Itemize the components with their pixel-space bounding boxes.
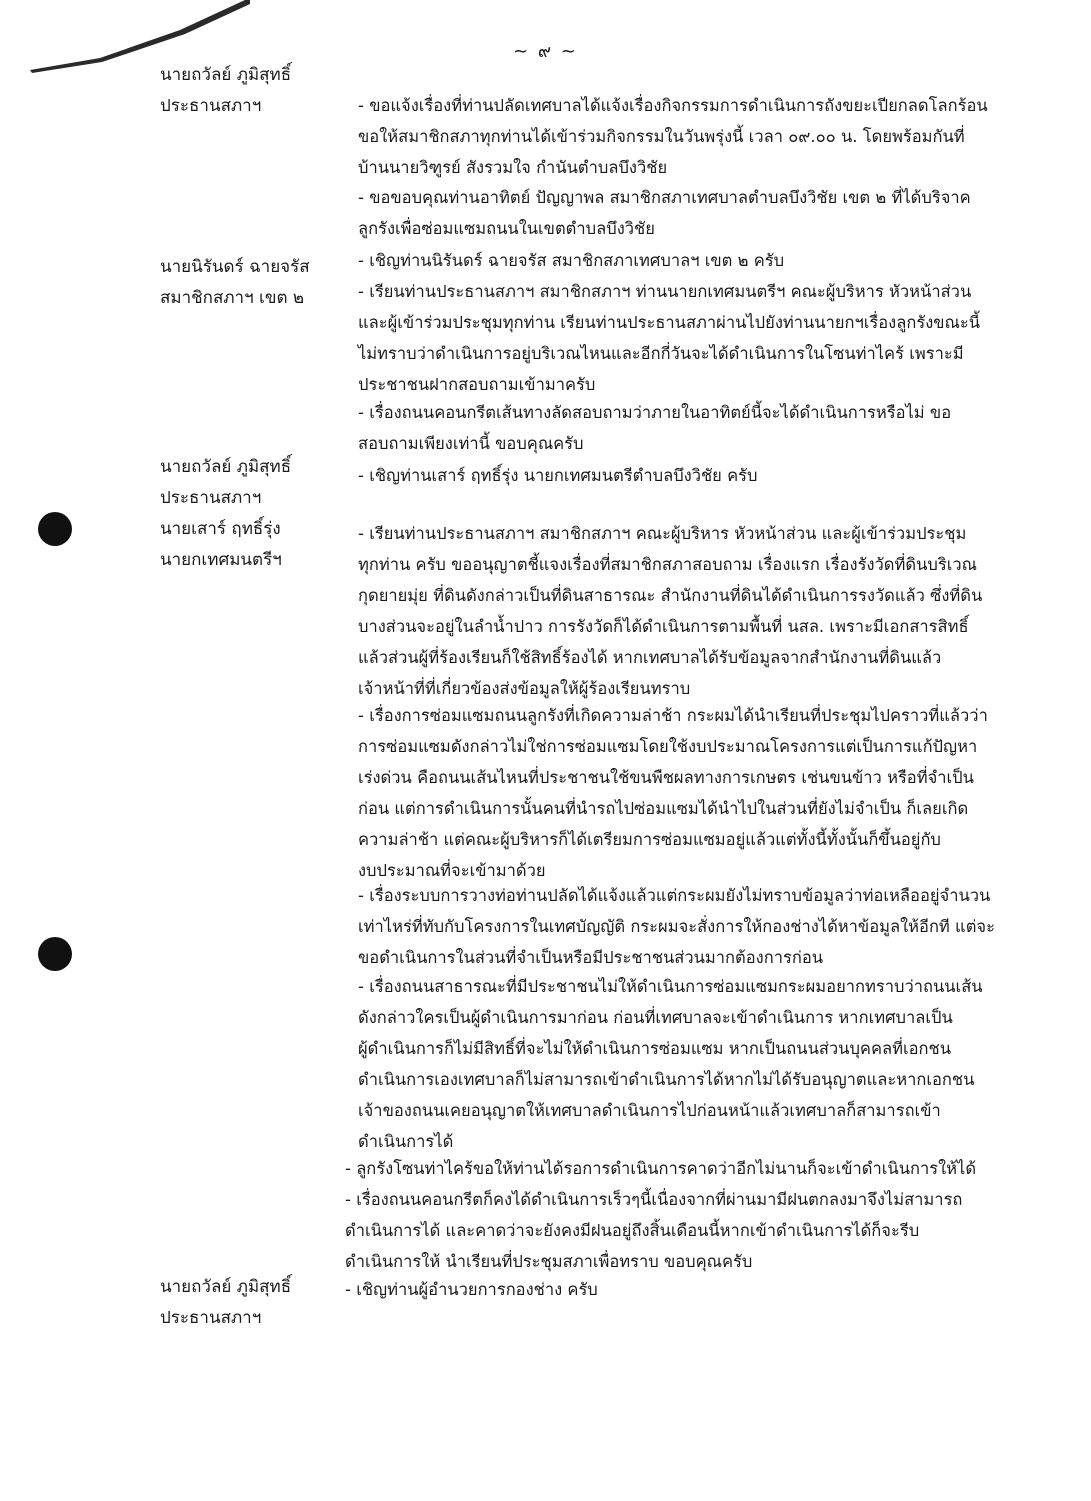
paragraph [358,276,1026,400]
text-line: - เรื่องถนนคอนกรีตก็คงได้ดำเนินการเร็วๆนี้เนื่องจากที่ผ่านมามีฝนตกลงมาจึงไม่สามารถ [345,1190,963,1209]
text-line: สอบถามเพียงเท่านี้ ขอบคุณครับ [358,434,584,453]
text-line: ประชาชนฝากสอบถามเข้ามาครับ [358,375,596,394]
text-line: และผู้เข้าร่วมประชุมทุกท่าน เรียนท่านประธานสภาผ่านไปยังท่านนายกฯเรื่องลูกรังขณะนี้ [358,313,980,332]
paragraph [358,971,1026,1157]
text-line: ดำเนินการให้ นำเรียนที่ประชุมสภาเพื่อทราบ ขอบคุณครับ [345,1252,753,1271]
paragraph [358,182,1026,244]
text-line: ไม่ทราบว่าดำเนินการอยู่บริเวณไหนและอีกกี่วันจะได้ดำเนินการในโซนท่าไคร้ เพราะมี [358,344,964,363]
speaker-role: นายกเทศมนตรีฯ [160,550,282,570]
text-line: ขอดำเนินการในส่วนที่จำเป็นหรือมีประชาชนส่วนมากต้องการก่อน [358,948,824,967]
text-line: - เชิญท่านเสาร์ ฤทธิ์รุ่ง นายกเทศมนตรีตำบลบึงวิชัย ครับ [358,466,758,485]
text-line: งบประมาณที่จะเข้ามาด้วย [358,861,546,880]
punch-hole-top [38,512,72,546]
paragraph [358,880,1026,973]
paragraph [358,245,1026,276]
paragraph [358,460,1026,491]
text-line: บางส่วนจะอยู่ในลำน้ำปาว การรังวัดก็ได้ดำเนินการตามพื้นที่ นสล. เพราะมีเอกสารสิทธิ์ [358,617,969,636]
speaker-label [160,1272,340,1334]
speaker-label [160,514,340,576]
text-line: - ขอแจ้งเรื่องที่ท่านปลัดเทศบาลได้แจ้งเรื่องกิจกรรมการดำเนินการถังขยะเปียกลดโลกร้อน [358,96,988,115]
text-line: เท่าไหร่ที่ทับกับโครงการในเทศบัญญัติ กระผมจะสั่งการให้กองช่างได้หาข้อมูลให้อีกที แต่จะ [358,917,995,936]
text-line: กุดยายมุ่ย ที่ดินดังกล่าวเป็นที่ดินสาธารณะ สำนักงานที่ดินได้ดำเนินการรงวัดแล้ว ซึ่งที่ดิน [358,586,983,605]
paragraph [345,1153,1013,1184]
text-line: ขอให้สมาชิกสภาทุกท่านได้เข้าร่วมกิจกรรมในวันพรุ่งนี้ เวลา ๐๙.๐๐ น. โดยพร้อมกันที่ [358,127,965,146]
speaker-label [160,452,340,514]
speaker-role: ประธานสภาฯ [160,1308,262,1328]
paragraph [345,1274,1013,1305]
text-line: - เรื่องถนนคอนกรีตเส้นทางลัดสอบถามว่าภายในอาทิตย์นี้จะได้ดำเนินการหรือไม่ ขอ [358,403,952,422]
text-line: ดำเนินการเองเทศบาลก็ไม่สามารถเข้าดำเนินการได้หากไม่ได้รับอนุญาตและหากเอกชน [358,1070,975,1089]
speaker-name: นายถวัลย์ ภูมิสุทธิ์ [160,1277,292,1297]
paragraph [358,90,1026,183]
text-line: เร่งด่วน คือถนนเส้นไหนที่ประชาชนใช้ขนพืชผลทางการเกษตร เช่นขนข้าว หรือที่จำเป็น [358,768,974,787]
speaker-role: ประธานสภาฯ [160,96,262,116]
speaker-label [160,60,340,122]
text-line: - เชิญท่านนิรันดร์ ฉายจรัส สมาชิกสภาเทศบาลฯ เขต ๒ ครับ [358,251,785,270]
text-line: บ้านนายวิฑูรย์ สังรวมใจ กำนันตำบลบึงวิชัย [358,158,668,177]
text-line: - เรื่องระบบการวางท่อท่านปลัดได้แจ้งแล้วแต่กระผมยังไม่ทราบข้อมูลว่าท่อเหลืออยู่จำนวน [358,886,991,905]
text-line: - เรื่องการซ่อมแซมถนนลูกรังที่เกิดความล่าช้า กระผมได้นำเรียนที่ประชุมไปคราวที่แล้วว่า [358,706,988,725]
speaker-label [160,252,340,314]
text-line: แล้วส่วนผู้ที่ร้องเรียนก็ใช้สิทธิ์ร้องได้ หากเทศบาลได้รับข้อมูลจากสำนักงานที่ดินแล้ว [358,648,942,667]
paragraph [345,1184,1013,1277]
text-line: ก่อน แต่การดำเนินการนั้นคนที่นำรถไปซ่อมแซมได้นำไปในส่วนที่ยังไม่จำเป็น ก็เลยเกิด [358,799,969,818]
text-line: การซ่อมแซมดังกล่าวไม่ใช่การซ่อมแซมโดยใช้งบประมาณโครงการแต่เป็นการแก้ปัญหา [358,737,978,756]
punch-hole-bottom [38,937,72,971]
speaker-name: นายถวัลย์ ภูมิสุทธิ์ [160,65,292,85]
speaker-name: นายเสาร์ ฤทธิ์รุ่ง [160,519,281,539]
speaker-name: นายนิรันดร์ ฉายจรัส [160,257,310,277]
paragraph [358,700,1026,886]
page-number: ~ ๙ ~ [513,41,578,62]
paragraph [358,518,1026,704]
text-line: ทุกท่าน ครับ ขออนุญาตชี้แจงเรื่องที่สมาชิกสภาสอบถาม เรื่องแรก เรื่องรังวัดที่ดินบริเวณ [358,555,977,574]
text-line: ดำเนินการได้ [358,1132,454,1151]
text-line: - เรียนท่านประธานสภาฯ สมาชิกสภาฯ คณะผู้บริหาร หัวหน้าส่วน และผู้เข้าร่วมประชุม [358,524,967,543]
speaker-name: นายถวัลย์ ภูมิสุทธิ์ [160,457,292,477]
text-line: ความล่าช้า แต่คณะผู้บริหารก็ได้เตรียมการซ่อมแซมอยู่แล้วแต่ทั้งนี้ทั้งนั้นก็ขึ้นอยู่กับ [358,830,941,849]
text-line: เจ้าของถนนเคยอนุญาตให้เทศบาลดำเนินการไปก่อนหน้าแล้วเทศบาลก็สามารถเข้า [358,1101,941,1120]
text-line: - ลูกรังโซนท่าไคร้ขอให้ท่านได้รอการดำเนินการคาดว่าอีกไม่นานก็จะเข้าดำเนินการให้ได้ [345,1159,977,1178]
text-line: ดังกล่าวใครเป็นผู้ดำเนินการมาก่อน ก่อนที่เทศบาลจะเข้าดำเนินการ หากเทศบาลเป็น [358,1008,953,1027]
speaker-role: สมาชิกสภาฯ เขต ๒ [160,288,305,308]
text-line: ลูกรังเพื่อซ่อมแซมถนนในเขตตำบลบึงวิชัย [358,219,655,238]
text-line: - เรื่องถนนสาธารณะที่มีประชาชนไม่ให้ดำเนินการซ่อมแซมกระผมอยากทราบว่าถนนเส้น [358,977,983,996]
text-line: - เรียนท่านประธานสภาฯ สมาชิกสภาฯ ท่านนายกเทศมนตรีฯ คณะผู้บริหาร หัวหน้าส่วน [358,282,972,301]
paragraph [358,397,1026,459]
text-line: ดำเนินการได้ และคาดว่าจะยังคงมีฝนอยู่ถึงสิ้นเดือนนี้หากเข้าดำเนินการได้ก็จะรีบ [345,1221,920,1240]
text-line: เจ้าหน้าที่ที่เกี่ยวข้องส่งข้อมูลให้ผู้ร้องเรียนทราบ [358,679,691,698]
text-line: - เชิญท่านผู้อำนวยการกองช่าง ครับ [345,1280,598,1299]
speaker-role: ประธานสภาฯ [160,488,262,508]
text-line: ผู้ดำเนินการก็ไม่มีสิทธิ์ที่จะไม่ให้ดำเนินการซ่อมแซม หากเป็นถนนส่วนบุคคลที่เอกชน [358,1039,952,1058]
text-line: - ขอขอบคุณท่านอาทิตย์ ปัญญาพล สมาชิกสภาเทศบาลตำบลบึงวิชัย เขต ๒ ที่ได้บริจาค [358,188,971,207]
